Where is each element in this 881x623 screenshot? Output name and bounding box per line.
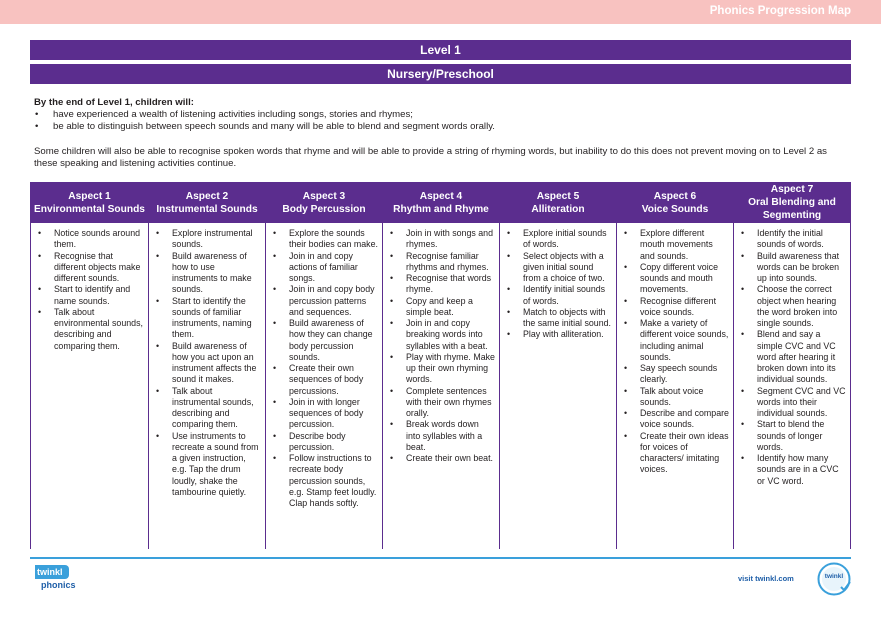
aspect-list-item: • Explore different mouth movements and sounds.: [621, 228, 729, 262]
twinkl-quality-badge: [815, 562, 853, 596]
aspect-title: Aspect 1: [68, 190, 111, 202]
stage-title: Nursery/Preschool: [30, 64, 851, 84]
aspect-body: [383, 224, 499, 464]
visit-link[interactable]: visit twinkl.com: [738, 574, 794, 583]
aspect-title: Aspect 2: [185, 190, 229, 202]
aspect-list-item: • Create their own beat.: [387, 453, 495, 464]
aspect-list-item: • Recognise that different objects make different sounds.: [35, 251, 144, 285]
intro-section: [34, 97, 849, 170]
aspect-list-item: • Recognise that words rhyme.: [387, 273, 495, 296]
intro-bullet: • be able to distinguish between speech sounds and many will be able to blend and segment words orally.: [34, 121, 849, 133]
aspect-subtitle: Body Percussion: [282, 203, 366, 215]
aspect-title: Aspect 6: [653, 190, 697, 202]
document-title: Phonics Progression Map: [709, 5, 851, 17]
aspect-title: Aspect 7: [770, 184, 814, 195]
aspect-list-item: • Talk about instrumental sounds, describing and comparing them.: [153, 386, 261, 431]
aspect-header: [383, 182, 499, 224]
aspect-list: [504, 228, 612, 341]
level-title: Level 1: [30, 40, 851, 60]
badge-text: twinkl: [824, 573, 844, 580]
aspect-list-item: • Segment CVC and VC words into their individual sounds.: [738, 386, 846, 420]
aspect-title: Aspect 3: [302, 190, 346, 202]
aspect-column: [266, 182, 383, 549]
intro-bullet: • have experienced a wealth of listening activities including songs, stories and rhymes;: [34, 109, 849, 121]
twinkl-phonics-logo: [32, 563, 78, 593]
aspect-body: [617, 224, 733, 476]
aspect-column: [734, 182, 851, 549]
aspect-list: [270, 228, 378, 509]
aspect-list-item: • Identify how many sounds are in a CVC or VC word.: [738, 453, 846, 487]
aspect-list-item: • Recognise different voice sounds.: [621, 296, 729, 319]
aspect-list-item: • Start to blend the sounds of longer words.: [738, 419, 846, 453]
aspect-list-item: • Use instruments to recreate a sound from a given instruction, e.g. Tap the drum loudly, shake the tambourine quietly.: [153, 431, 261, 499]
aspect-header: [31, 182, 148, 224]
aspect-list: [621, 228, 729, 476]
aspect-list-item: • Talk about environmental sounds, describing and comparing them.: [35, 307, 144, 352]
aspect-list-item: • Join in and copy body percussion patterns and sequences.: [270, 284, 378, 318]
aspect-column: [500, 182, 617, 549]
aspect-list-item: • Start to identify and name sounds.: [35, 284, 144, 307]
intro-bullets: [34, 109, 849, 133]
aspect-list-item: • Make a variety of different voice sounds, including animal sounds.: [621, 318, 729, 363]
aspect-subtitle: Alliteration: [531, 203, 585, 215]
aspect-header: [734, 182, 850, 224]
aspect-list-item: • Recognise familiar rhythms and rhymes.: [387, 251, 495, 274]
aspect-column: [149, 182, 266, 549]
aspect-list-item: • Start to identify the sounds of familiar instruments, naming them.: [153, 296, 261, 341]
aspect-list-item: • Join in with longer sequences of body percussion.: [270, 397, 378, 431]
aspect-list-item: • Join in and copy breaking words into syllables with a beat.: [387, 318, 495, 352]
logo-top-text: twinkl: [37, 567, 63, 577]
aspect-list-item: • Break words down into syllables with a beat.: [387, 419, 495, 453]
aspect-list-item: • Match to objects with the same initial sound.: [504, 307, 612, 330]
aspect-list-item: • Complete sentences with their own rhymes orally.: [387, 386, 495, 420]
aspect-subtitle: Environmental Sounds: [34, 203, 145, 215]
aspect-list-item: • Identify the initial sounds of words.: [738, 228, 846, 251]
aspect-subtitle: Instrumental Sounds: [156, 203, 258, 215]
top-banner: [0, 0, 881, 24]
aspect-list-item: • Say speech sounds clearly.: [621, 363, 729, 386]
aspect-subtitle: Voice Sounds: [641, 203, 709, 215]
aspect-list: [153, 228, 261, 498]
aspect-list-item: • Build awareness that words can be broken up into sounds.: [738, 251, 846, 285]
footer-divider: [30, 557, 851, 559]
aspect-subtitle: Oral Blending and Segmenting: [748, 197, 836, 221]
aspect-list-item: • Join in and copy actions of familiar songs.: [270, 251, 378, 285]
aspect-list-item: • Copy different voice sounds and mouth movements.: [621, 262, 729, 296]
aspect-list-item: • Explore instrumental sounds.: [153, 228, 261, 251]
aspect-body: [500, 224, 616, 341]
aspect-list-item: • Blend and say a simple CVC and VC word after hearing it broken down into its individual sounds.: [738, 329, 846, 385]
aspect-header: [500, 182, 616, 224]
aspect-body: [266, 224, 382, 509]
aspect-list: [738, 228, 846, 487]
aspect-list-item: • Build awareness of how they can change body percussion sounds.: [270, 318, 378, 363]
logo-bottom-text: phonics: [41, 580, 76, 590]
aspect-list-item: • Describe body percussion.: [270, 431, 378, 454]
aspect-column: [383, 182, 500, 549]
aspect-title: Aspect 5: [536, 190, 580, 202]
aspect-list-item: • Choose the correct object when hearing the word broken into single sounds.: [738, 284, 846, 329]
aspects-table: [30, 182, 852, 549]
aspect-body: [149, 224, 265, 498]
aspect-list-item: • Create their own ideas for voices of characters/ imitating voices.: [621, 431, 729, 476]
aspect-list: [387, 228, 495, 464]
aspect-subtitle: Rhythm and Rhyme: [393, 203, 489, 215]
aspect-header: [617, 182, 733, 224]
aspect-header: [266, 182, 382, 224]
aspect-list-item: • Talk about voice sounds.: [621, 386, 729, 409]
intro-lead: By the end of Level 1, children will:: [34, 97, 194, 108]
aspect-list-item: • Play with rhyme. Make up their own rhyming words.: [387, 352, 495, 386]
aspect-list-item: • Play with alliteration.: [504, 329, 612, 340]
aspect-list: [35, 228, 144, 352]
aspect-column: [31, 182, 149, 549]
aspect-list-item: • Describe and compare voice sounds.: [621, 408, 729, 431]
aspect-list-item: • Explore initial sounds of words.: [504, 228, 612, 251]
aspect-list-item: • Identify initial sounds of words.: [504, 284, 612, 307]
aspect-list-item: • Follow instructions to recreate body percussion sounds, e.g. Stamp feet loudly. Clap hands softly.: [270, 453, 378, 509]
aspect-list-item: • Explore the sounds their bodies can make.: [270, 228, 378, 251]
aspect-title: Aspect 4: [419, 190, 463, 202]
aspect-body: [31, 224, 148, 352]
intro-paragraph: Some children will also be able to recognise spoken words that rhyme and will be able to provide a string of rhyming words, but inability to do this does not prevent moving on to Level 2 as these speaking and listening activities continue.: [34, 145, 827, 169]
aspect-list-item: • Build awareness of how to use instruments to make sounds.: [153, 251, 261, 296]
aspect-list-item: • Join in with songs and rhymes.: [387, 228, 495, 251]
aspect-list-item: • Build awareness of how you act upon an instrument affects the sound it makes.: [153, 341, 261, 386]
aspect-list-item: • Select objects with a given initial sound from a choice of two.: [504, 251, 612, 285]
aspect-list-item: • Notice sounds around them.: [35, 228, 144, 251]
aspect-body: [734, 224, 850, 487]
aspect-column: [617, 182, 734, 549]
aspect-list-item: • Create their own sequences of body percussions.: [270, 363, 378, 397]
aspect-list-item: • Copy and keep a simple beat.: [387, 296, 495, 319]
aspect-header: [149, 182, 265, 224]
